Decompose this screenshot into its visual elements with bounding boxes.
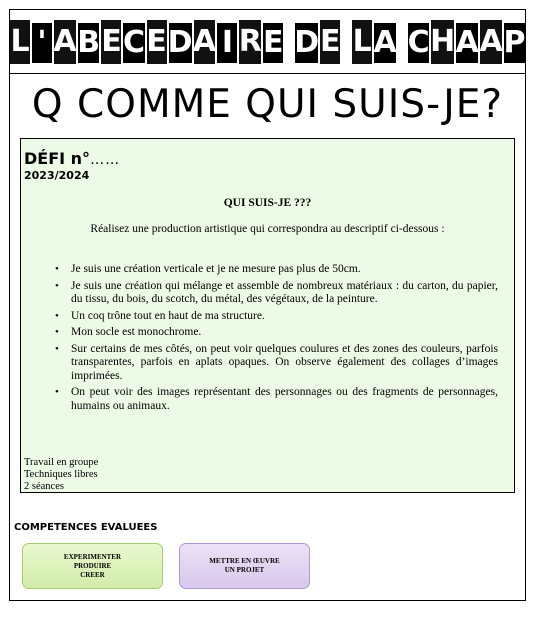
list-item-text: Mon socle est monochrome. <box>71 326 202 338</box>
school-year: 2023/2024 <box>24 169 90 182</box>
banner-letter: P <box>504 23 525 63</box>
bullet-icon: • <box>55 326 59 338</box>
skill-line: CREER <box>80 570 105 579</box>
list-item <box>57 280 498 307</box>
challenge-intro: Réalisez une production artistique qui correspondra au descriptif ci-dessous : <box>90 223 445 235</box>
banner-letter: A <box>374 23 396 63</box>
competences-title: COMPETENCES EVALUEES <box>14 522 158 533</box>
banner-letter: C <box>123 23 144 63</box>
defi-label <box>24 149 120 168</box>
skill-badge-projet <box>179 543 310 589</box>
note-line: 2 séances <box>24 481 64 492</box>
banner-letter: D <box>169 23 192 63</box>
challenge-heading: QUI SUIS-JE ??? <box>223 197 312 209</box>
skill-badge-experimenter <box>22 543 163 589</box>
banner-letter: E <box>263 23 283 63</box>
banner-letter: E <box>101 20 121 64</box>
defi-dots: …… <box>90 152 121 168</box>
list-item-text: Sur certains de mes côtés, on peut voir quelques coulures et des zones des couleurs, parfois transparentes, parfois en aplats opaques. On observe également des collages d’images imprimées. <box>71 342 498 382</box>
list-item-text: On peut voir des images représentant des personnages ou des fragments de personnages, humains ou animaux. <box>71 386 498 412</box>
list-item-text: Je suis une création qui mélange et assemble de nombreux matériaux : du carton, du papier, du tissu, du bois, du scotch, du métal, des végétaux, de la peinture. <box>71 279 498 305</box>
bullet-icon: • <box>55 342 59 355</box>
banner-gap <box>398 20 406 64</box>
bullet-icon: • <box>55 279 59 292</box>
skill-line: EXPERIMENTER <box>63 552 122 561</box>
banner-letter: A <box>194 20 216 64</box>
header-banner <box>10 10 525 74</box>
banner-letter: C <box>408 23 429 63</box>
list-item <box>57 263 498 277</box>
skill-line: UN PROJET <box>224 566 265 574</box>
banner-letter: R <box>239 20 261 64</box>
banner-gap <box>285 20 293 64</box>
skill-line: PRODUIRE <box>73 561 112 570</box>
worksheet-page <box>9 9 526 601</box>
list-item <box>57 326 498 340</box>
note-line: Techniques libres <box>24 469 98 480</box>
list-item <box>57 343 498 384</box>
bullet-icon: • <box>55 309 59 322</box>
banner-letter: E <box>320 20 340 64</box>
banner-letter: A <box>456 23 478 63</box>
banner-gap <box>342 20 350 64</box>
list-item-text: Je suis une création verticale et je ne mesure pas plus de 50cm. <box>71 263 361 275</box>
work-notes <box>24 457 98 493</box>
banner-letter: A <box>480 20 502 64</box>
bullet-icon: • <box>55 263 59 275</box>
banner-letter: L <box>352 20 372 64</box>
list-item <box>57 310 498 324</box>
description-list <box>57 263 498 416</box>
list-item <box>57 386 498 413</box>
banner-letter: ' <box>32 23 52 63</box>
defi-text: DÉFI n° <box>24 149 91 168</box>
banner-letter: L <box>10 20 30 64</box>
list-item-text: Un coq trône tout en haut de ma structure. <box>71 309 265 322</box>
bullet-icon: • <box>55 386 59 398</box>
banner-letter: H <box>431 20 454 64</box>
banner-letter: A <box>54 20 76 64</box>
banner-letter: D <box>295 23 318 63</box>
note-line: Travail en groupe <box>24 457 99 468</box>
skill-line: METTRE EN ŒUVRE <box>209 557 280 565</box>
banner-letter: E <box>147 20 167 64</box>
banner-letter: B <box>78 23 100 63</box>
page-title: Q COMME QUI SUIS-JE? <box>31 82 504 127</box>
challenge-box <box>20 138 515 493</box>
banner-letter: I <box>217 23 237 63</box>
